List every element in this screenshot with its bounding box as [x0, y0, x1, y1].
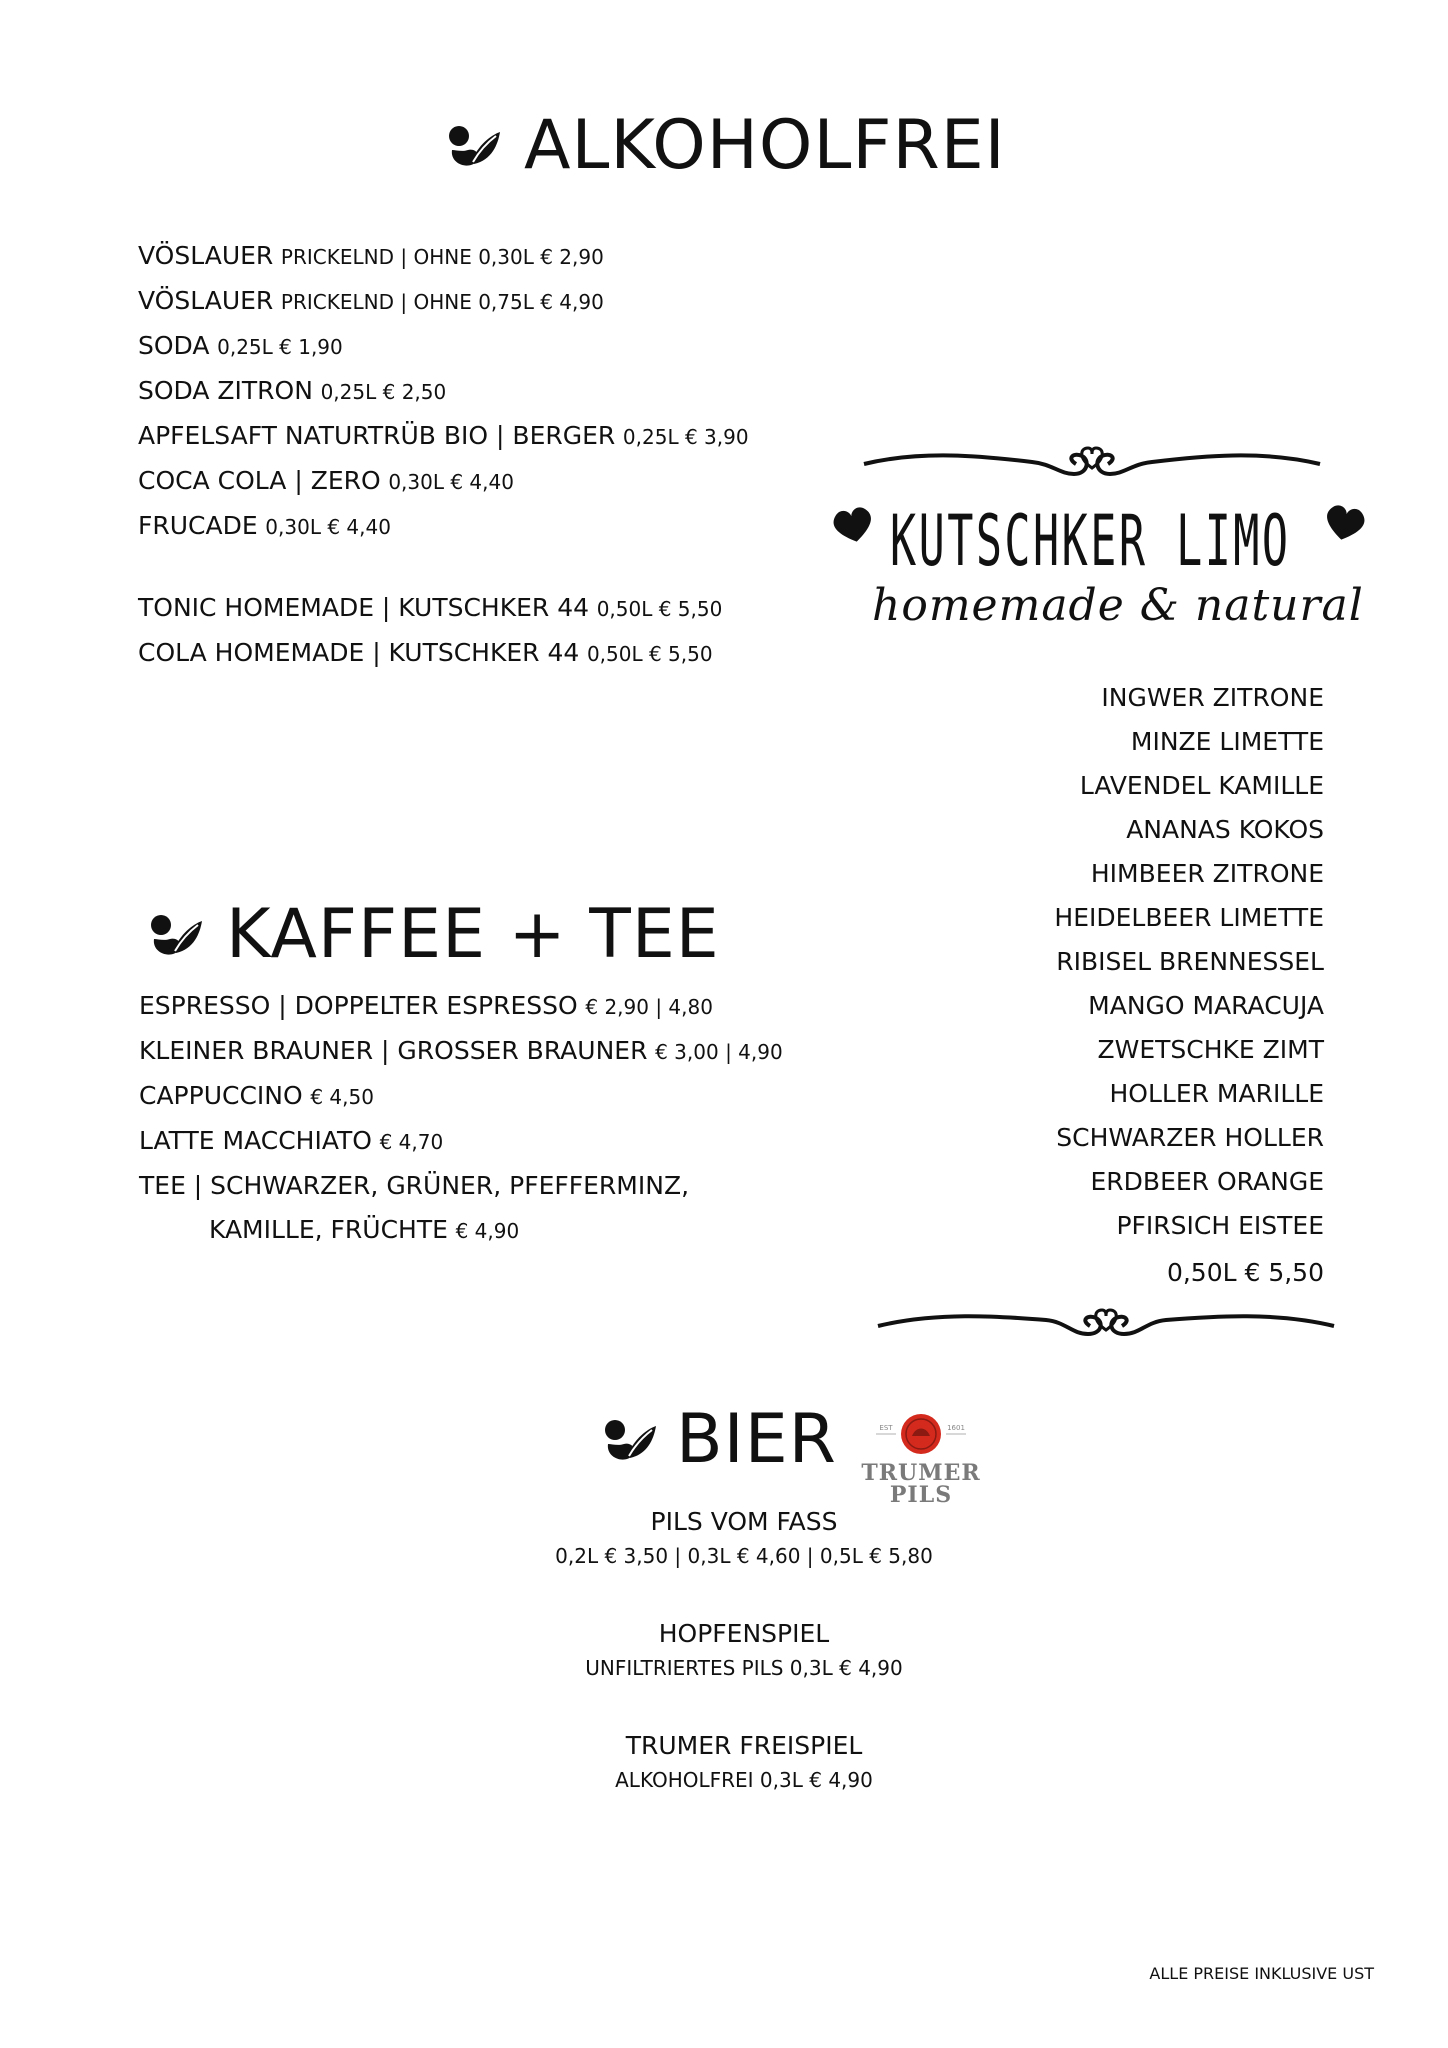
beer-title: TRUMER FREISPIEL — [625, 1731, 863, 1760]
bier-heading — [602, 1400, 837, 1479]
bier-title: BIER — [676, 1400, 837, 1479]
list-item: PFIRSICH EISTEE — [1116, 1211, 1324, 1240]
heart-icon — [1322, 504, 1368, 542]
beer-detail: ALKOHOLFREI 0,3L € 4,90 — [615, 1768, 873, 1792]
list-item: ERDBEER ORANGE — [1090, 1167, 1324, 1196]
list-item: SODA ZITRON 0,25L € 2,50 — [138, 376, 447, 405]
logo-word-bottom: PILS — [889, 1482, 953, 1508]
kaffee-heading — [148, 895, 720, 974]
beer-item — [0, 1728, 1448, 1796]
list-item: CAPPUCCINO € 4,50 — [139, 1081, 374, 1110]
list-item: HOLLER MARILLE — [1109, 1079, 1324, 1108]
list-item: INGWER ZITRONE — [1101, 683, 1324, 712]
list-item: KLEINER BRAUNER | GROSSER BRAUNER € 3,00 | 4,90 — [139, 1036, 783, 1065]
logo-word-top: TRUMER — [861, 1460, 981, 1486]
heart-icon — [830, 506, 876, 544]
flourish-divider-icon — [862, 444, 1322, 484]
kaffee-title: KAFFEE + TEE — [226, 895, 720, 974]
kaffee-list — [139, 984, 783, 1253]
list-item: COCA COLA | ZERO 0,30L € 4,40 — [138, 466, 514, 495]
list-item: HEIDELBEER LIMETTE — [1054, 903, 1324, 932]
limo-subtitle: homemade & natural — [872, 580, 1364, 631]
logo-est-label: EST — [879, 1424, 893, 1432]
beer-title: HOPFENSPIEL — [658, 1619, 830, 1648]
flourish-divider-icon — [876, 1304, 1336, 1344]
limo-price: 0,50L € 5,50 — [1166, 1258, 1324, 1287]
alkoholfrei-heading — [446, 106, 1006, 185]
list-item: RIBISEL BRENNESSEL — [1056, 947, 1324, 976]
leaf-ornament-icon — [148, 909, 204, 961]
list-item: ZWETSCHKE ZIMT — [1097, 1035, 1324, 1064]
beer-item — [0, 1504, 1448, 1572]
list-item: FRUCADE 0,30L € 4,40 — [138, 511, 391, 540]
beer-item — [0, 1616, 1448, 1684]
limo-title: KUTSCHKER LIMO — [890, 500, 1291, 582]
list-item: VÖSLAUER PRICKELND | OHNE 0,75L € 4,90 — [138, 286, 604, 315]
beer-title: PILS VOM FASS — [650, 1507, 838, 1536]
beer-detail: 0,2L € 3,50 | 0,3L € 4,60 | 0,5L € 5,80 — [555, 1544, 933, 1568]
list-item: TEE | SCHWARZER, GRÜNER, PFEFFERMINZ, — [139, 1171, 690, 1200]
list-item: APFELSAFT NATURTRÜB BIO | BERGER 0,25L € 3,90 — [138, 421, 749, 450]
trumer-pils-logo — [856, 1410, 986, 1510]
list-item: SODA 0,25L € 1,90 — [138, 331, 343, 360]
list-item: TONIC HOMEMADE | KUTSCHKER 44 0,50L € 5,50 — [138, 593, 723, 622]
list-item: ESPRESSO | DOPPELTER ESPRESSO € 2,90 | 4,80 — [139, 991, 713, 1020]
list-item: ANANAS KOKOS — [1126, 815, 1324, 844]
list-item: VÖSLAUER PRICKELND | OHNE 0,30L € 2,90 — [138, 241, 604, 270]
list-item: SCHWARZER HOLLER — [1056, 1123, 1324, 1152]
trumer-emblem-icon — [856, 1410, 986, 1458]
alkoholfrei-title: ALKOHOLFREI — [524, 106, 1006, 185]
beer-detail: UNFILTRIERTES PILS 0,3L € 4,90 — [585, 1656, 903, 1680]
footer-note: ALLE PREISE INKLUSIVE UST — [1149, 1964, 1374, 1983]
list-item: LATTE MACCHIATO € 4,70 — [139, 1126, 444, 1155]
list-item: HIMBEER ZITRONE — [1090, 859, 1324, 888]
list-item: MANGO MARACUJA — [1088, 991, 1324, 1020]
list-item: COLA HOMEMADE | KUTSCHKER 44 0,50L € 5,50 — [138, 638, 713, 667]
limo-flavor-list — [1054, 676, 1324, 1248]
homemade-list — [138, 586, 722, 676]
list-item: MINZE LIMETTE — [1130, 727, 1324, 756]
leaf-ornament-icon — [602, 1414, 658, 1466]
alkoholfrei-list — [138, 234, 749, 549]
logo-year-label: 1601 — [947, 1424, 965, 1432]
leaf-ornament-icon — [446, 120, 502, 172]
list-item: KAMILLE, FRÜCHTE € 4,90 — [209, 1215, 520, 1244]
list-item: LAVENDEL KAMILLE — [1079, 771, 1324, 800]
